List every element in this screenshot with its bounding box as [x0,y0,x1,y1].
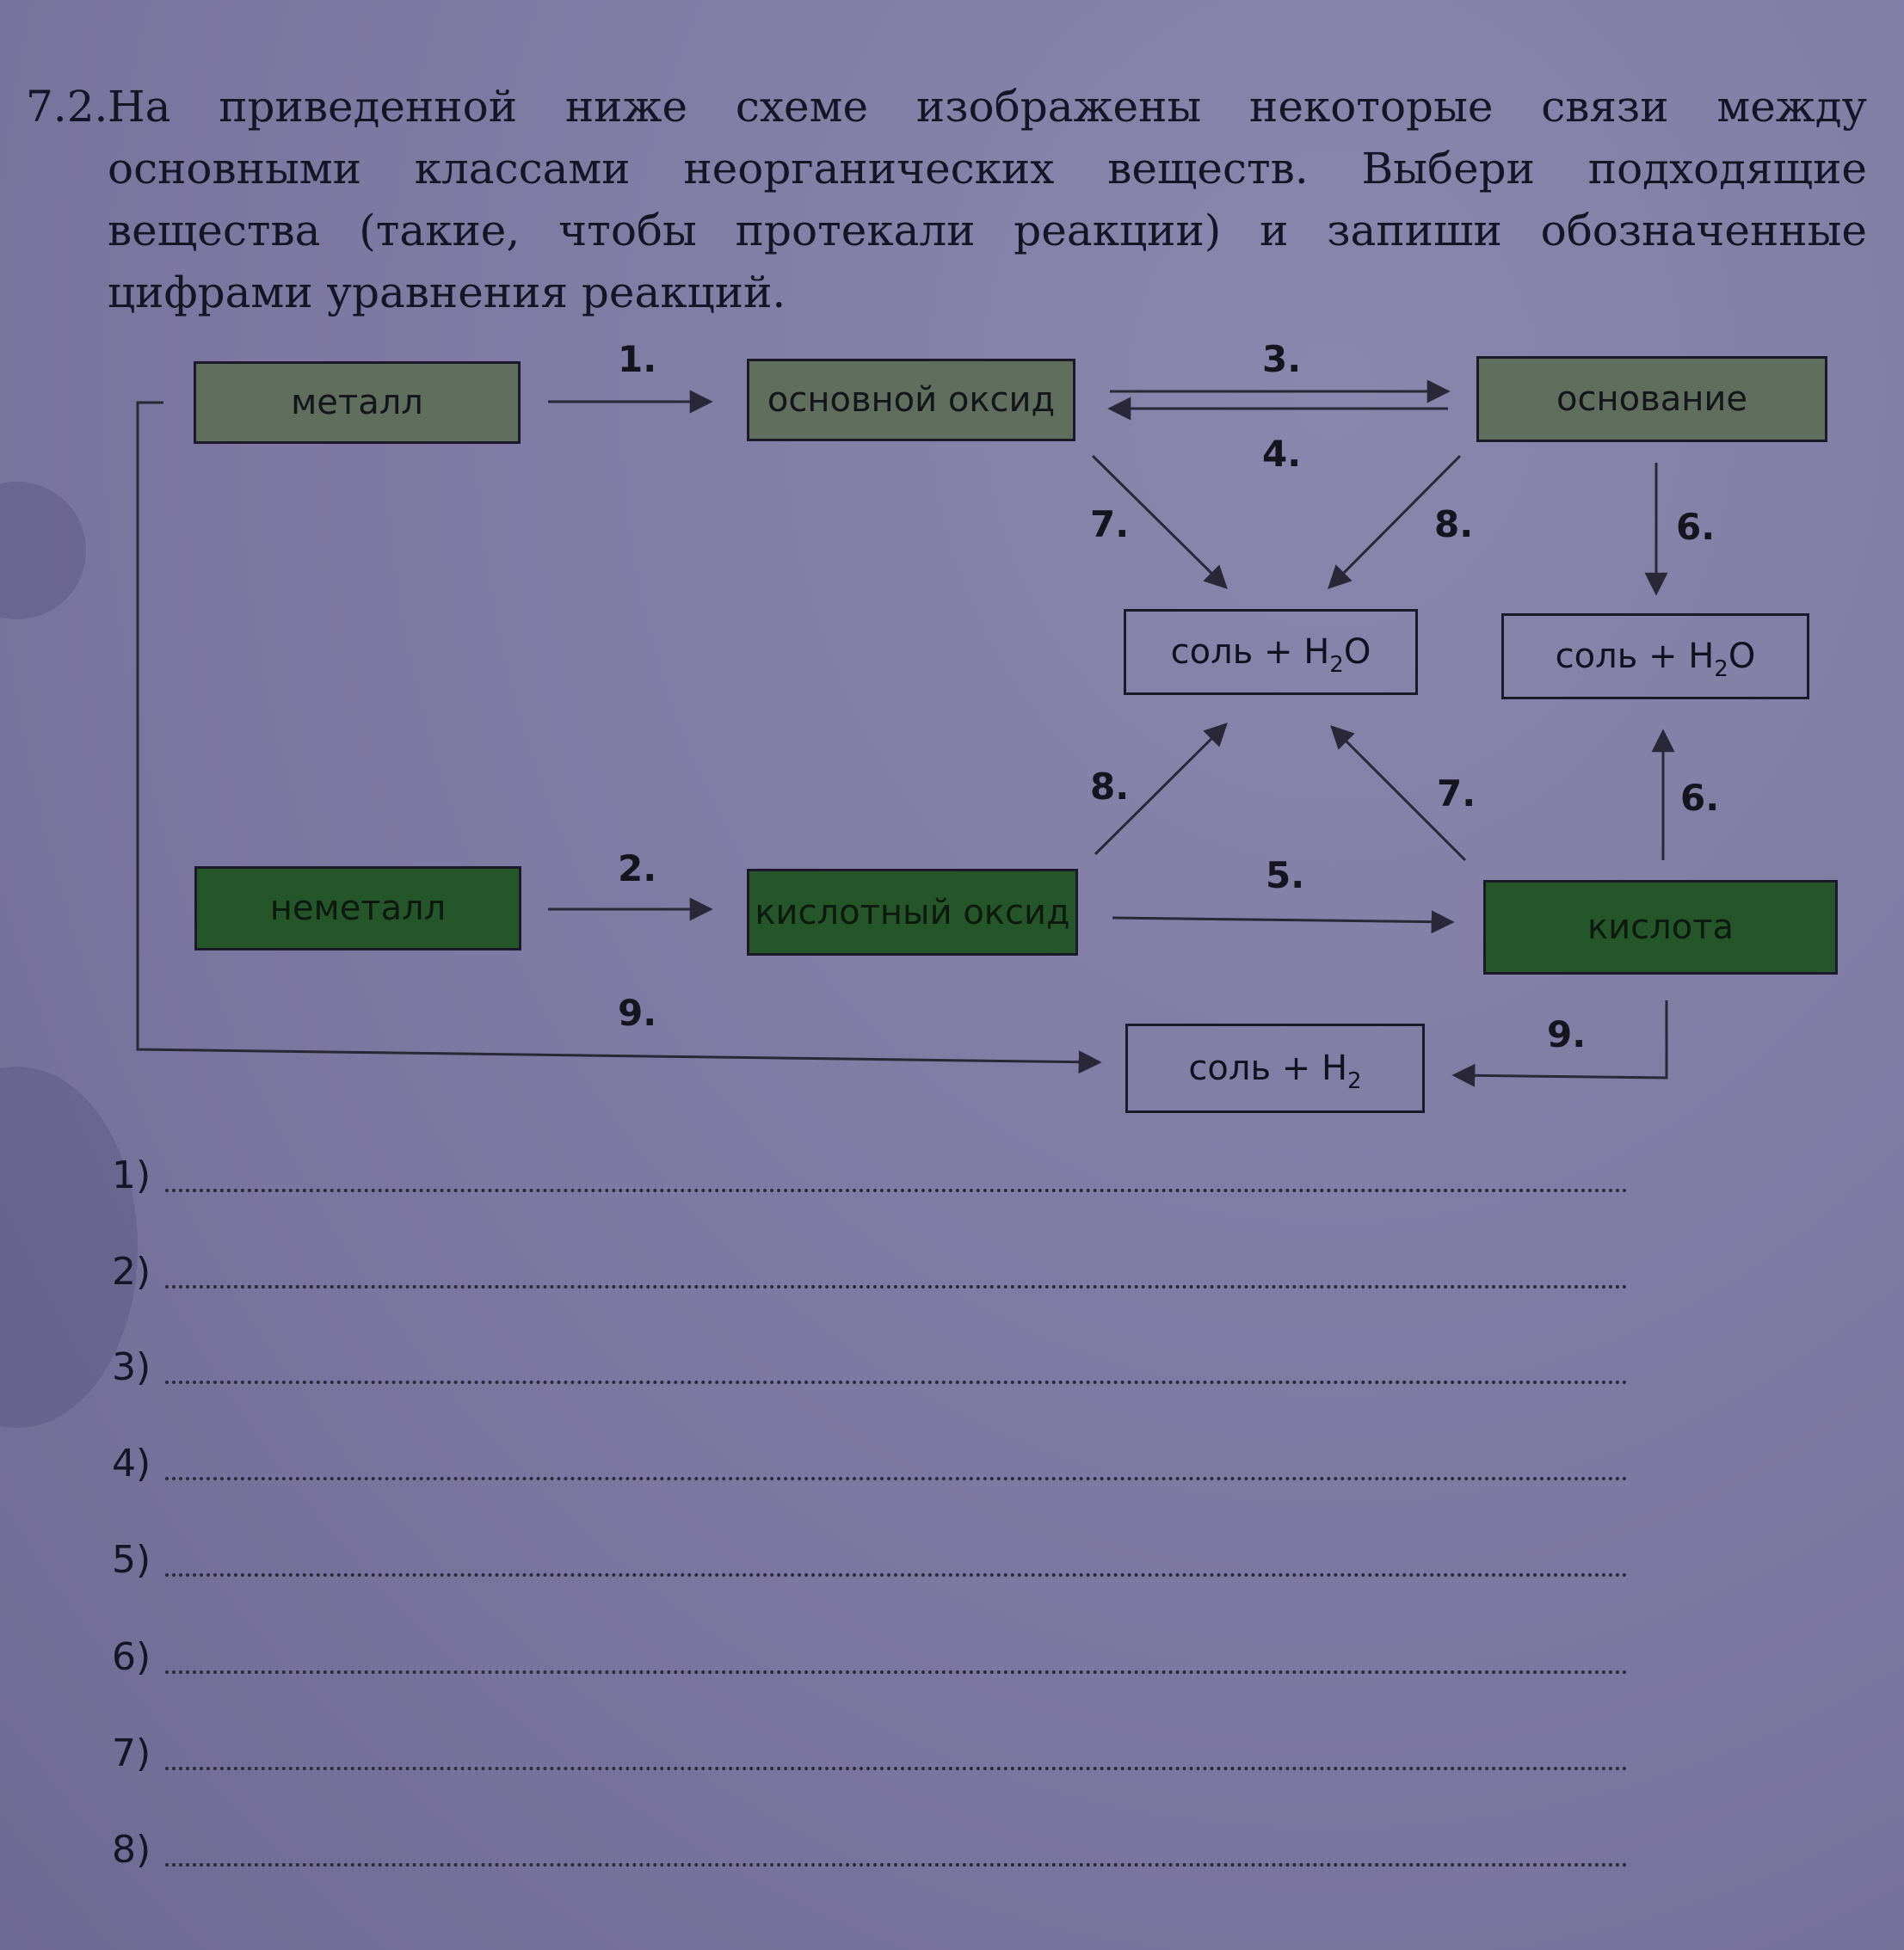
answer-line-4-dots [165,1477,1628,1480]
label-r7-bottom: 7. [1437,772,1476,815]
answer-line-3-dots [165,1381,1628,1384]
answer-line-7-number: 7) [112,1732,151,1775]
node-salt-water-left [1124,609,1418,695]
answer-line-6-dots [165,1670,1628,1674]
answer-line-2-number: 2) [112,1250,151,1294]
answer-line-1[interactable] [112,1153,1661,1204]
answer-line-5-dots [165,1573,1628,1577]
salt-h2-text: соль + $H_2$ [1188,1049,1362,1094]
label-r6-bottom: 6. [1680,777,1720,819]
answer-line-2-dots [165,1285,1628,1289]
answer-line-7-dots [165,1767,1628,1770]
label-r4: 4. [1262,433,1302,475]
node-acid-label: кислота [1587,907,1734,947]
arrow-9-left [138,403,1100,1062]
arrow-5 [1112,918,1452,922]
answer-line-4[interactable] [112,1441,1661,1492]
label-r3: 3. [1262,338,1302,380]
answer-line-3[interactable] [112,1344,1661,1396]
label-r9-left: 9. [618,992,657,1034]
answer-line-1-dots [165,1189,1628,1192]
node-basic-oxide-label: основной оксид [767,380,1056,420]
answer-line-1-number: 1) [112,1153,151,1197]
answer-line-5-number: 5) [112,1538,151,1582]
task-number: 7.2. [26,82,108,132]
node-nonmetal-label: неметалл [269,889,447,928]
label-r6-top: 6. [1676,506,1716,548]
answer-line-6[interactable] [112,1634,1661,1686]
node-base [1476,356,1827,442]
answer-line-2[interactable] [112,1249,1661,1301]
node-metal-label: металл [291,383,423,422]
node-metal [194,361,521,444]
label-r8-bottom: 8. [1090,766,1130,808]
answer-line-8[interactable] [112,1827,1661,1879]
answer-line-8-number: 8) [112,1828,151,1872]
node-nonmetal [194,866,521,950]
salt-water-left-text: соль + $H_2O$ [1170,632,1371,678]
answer-line-7[interactable] [112,1731,1661,1782]
answer-line-4-number: 4) [112,1442,151,1486]
node-basic-oxide [747,359,1075,441]
task-text: На приведенной ниже схеме изображены некоторые связи между основными классами неорганических веществ. Выбери подходящие вещества (такие, чтобы протекали реакции) и запиши обозначенные цифрами уравнения реакций. [108,82,1867,317]
answer-line-8-dots [165,1863,1628,1867]
node-acid-oxide-label: кислотный оксид [755,892,1070,932]
label-r5: 5. [1266,854,1305,896]
label-r2: 2. [618,847,657,889]
answer-line-3-number: 3) [112,1345,151,1389]
salt-water-right-text: соль + $H_2O$ [1555,637,1756,682]
label-r8-top: 8. [1434,503,1474,545]
node-salt-h2 [1125,1024,1425,1113]
label-r7-top: 7. [1090,503,1130,545]
label-r1: 1. [618,338,657,380]
node-acid-oxide [747,869,1078,956]
answer-line-6-number: 6) [112,1635,151,1679]
label-r9-right: 9. [1547,1013,1587,1055]
node-base-label: основание [1556,379,1747,419]
node-acid [1483,880,1838,975]
node-salt-water-right [1501,613,1809,699]
answer-line-5[interactable] [112,1537,1661,1589]
